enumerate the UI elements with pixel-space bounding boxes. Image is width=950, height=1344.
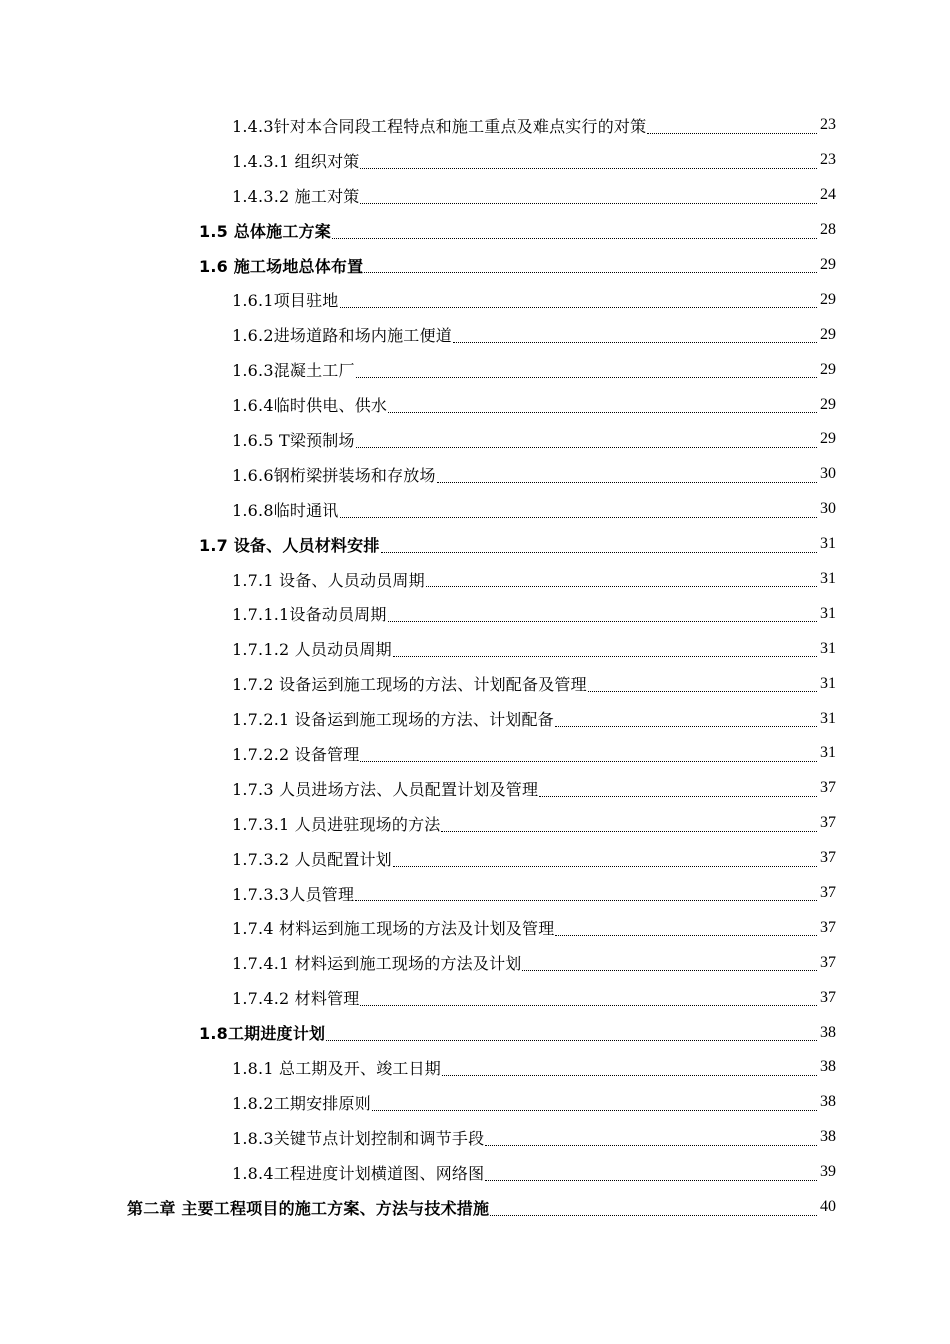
toc-entry[interactable]	[0, 1085, 950, 1120]
toc-entry-title: 1.7.3.3人员管理	[232, 884, 355, 904]
toc-entry[interactable]	[0, 143, 950, 178]
toc-entry-title: 1.8.1 总工期及开、竣工日期	[232, 1058, 441, 1078]
toc-entry[interactable]	[0, 771, 950, 806]
toc-entry[interactable]	[0, 317, 950, 352]
toc-dot-leader	[522, 954, 817, 971]
toc-entry-page-number: 23	[820, 116, 836, 134]
toc-dot-leader	[355, 884, 817, 901]
toc-entry-page-number: 31	[820, 535, 836, 553]
toc-entry-page-number: 31	[820, 744, 836, 762]
toc-entry-title: 1.8.2工期安排原则	[232, 1093, 371, 1113]
toc-entry-page-number: 31	[820, 709, 836, 727]
toc-dot-leader	[393, 640, 817, 657]
toc-entry-title: 1.7.2.2 设备管理	[232, 744, 360, 764]
toc-dot-leader	[490, 1199, 817, 1216]
toc-dot-leader	[555, 919, 817, 936]
toc-dot-leader	[364, 256, 817, 273]
toc-entry-page-number: 39	[820, 1163, 836, 1181]
toc-dot-leader	[326, 1024, 817, 1041]
toc-entry-title: 1.8.3关键节点计划控制和调节手段	[232, 1128, 485, 1148]
toc-dot-leader	[485, 1164, 817, 1181]
toc-dot-leader	[340, 501, 817, 518]
toc-entry-title: 1.7.3 人员进场方法、人员配置计划及管理	[232, 779, 539, 799]
toc-entry-page-number: 37	[820, 918, 836, 936]
toc-dot-leader	[372, 1094, 817, 1111]
toc-entry-title: 1.7.1.2 人员动员周期	[232, 640, 392, 660]
toc-entry[interactable]	[0, 352, 950, 387]
toc-entry[interactable]	[0, 736, 950, 771]
toc-entry-page-number: 29	[820, 360, 836, 378]
toc-entry[interactable]	[0, 631, 950, 666]
toc-entry[interactable]	[0, 1120, 950, 1155]
toc-dot-leader	[360, 187, 817, 204]
toc-entry-title: 1.6 施工场地总体布置	[199, 256, 364, 276]
toc-dot-leader	[555, 710, 817, 727]
toc-dot-leader	[360, 989, 817, 1006]
table-of-contents	[0, 108, 950, 1225]
toc-entry-title: 1.7.4.2 材料管理	[232, 989, 360, 1009]
toc-dot-leader	[388, 396, 817, 413]
toc-entry[interactable]	[0, 213, 950, 248]
toc-entry-page-number: 38	[820, 1128, 836, 1146]
toc-entry[interactable]	[0, 701, 950, 736]
toc-entry-page-number: 29	[820, 325, 836, 343]
toc-entry-page-number: 37	[820, 779, 836, 797]
toc-entry[interactable]	[0, 282, 950, 317]
toc-dot-leader	[647, 117, 817, 134]
toc-entry-title: 1.4.3针对本合同段工程特点和施工重点及难点实行的对策	[232, 116, 647, 136]
toc-dot-leader	[441, 815, 817, 832]
toc-entry[interactable]	[0, 1050, 950, 1085]
toc-entry-title: 1.7.4.1 材料运到施工现场的方法及计划	[232, 954, 522, 974]
toc-entry[interactable]	[0, 666, 950, 701]
toc-entry-page-number: 31	[820, 570, 836, 588]
toc-entry-title: 1.7.3.2 人员配置计划	[232, 849, 392, 869]
toc-dot-leader	[426, 570, 817, 587]
toc-dot-leader	[332, 222, 817, 239]
toc-dot-leader	[453, 326, 817, 343]
toc-entry-title: 1.5 总体施工方案	[199, 221, 331, 241]
toc-entry-page-number: 28	[820, 221, 836, 239]
toc-entry-page-number: 37	[820, 849, 836, 867]
toc-dot-leader	[381, 536, 817, 553]
toc-entry-page-number: 37	[820, 988, 836, 1006]
toc-entry-title: 1.8工期进度计划	[199, 1024, 326, 1044]
toc-entry-page-number: 29	[820, 430, 836, 448]
toc-entry-title: 1.6.3混凝土工厂	[232, 361, 355, 381]
toc-entry-page-number: 31	[820, 674, 836, 692]
toc-dot-leader	[388, 605, 817, 622]
toc-entry[interactable]	[0, 596, 950, 631]
toc-entry-title: 1.4.3.2 施工对策	[232, 186, 360, 206]
toc-entry-page-number: 29	[820, 256, 836, 273]
toc-entry-page-number: 24	[820, 186, 836, 204]
toc-entry-title: 1.8.4工程进度计划横道图、网络图	[232, 1163, 485, 1183]
toc-entry-title: 1.4.3.1 组织对策	[232, 151, 360, 171]
toc-entry-title: 1.6.6钢桁梁拼装场和存放场	[232, 465, 436, 485]
toc-entry[interactable]	[0, 248, 950, 283]
toc-entry-title: 1.7.1.1设备动员周期	[232, 605, 387, 625]
toc-entry-title: 1.6.2进场道路和场内施工便道	[232, 326, 452, 346]
toc-entry-title: 1.7.3.1 人员进驻现场的方法	[232, 814, 441, 834]
toc-dot-leader	[485, 1129, 817, 1146]
toc-entry[interactable]	[0, 945, 950, 980]
toc-entry-title: 1.6.5 T梁预制场	[232, 430, 355, 450]
toc-entry-page-number: 29	[820, 395, 836, 413]
toc-entry[interactable]	[0, 1155, 950, 1190]
toc-entry[interactable]	[0, 492, 950, 527]
toc-entry-page-number: 30	[820, 465, 836, 483]
toc-entry-page-number: 29	[820, 290, 836, 308]
toc-dot-leader	[442, 1059, 817, 1076]
toc-dot-leader	[356, 361, 817, 378]
toc-entry[interactable]	[0, 841, 950, 876]
toc-entry[interactable]	[0, 562, 950, 597]
toc-entry[interactable]	[0, 876, 950, 911]
toc-entry-title: 第二章 主要工程项目的施工方案、方法与技术措施	[127, 1198, 490, 1218]
toc-entry[interactable]	[0, 108, 950, 143]
toc-entry[interactable]	[0, 910, 950, 945]
toc-entry-title: 1.6.8临时通讯	[232, 500, 339, 520]
toc-entry-page-number: 38	[820, 1023, 836, 1041]
toc-dot-leader	[393, 850, 817, 867]
toc-entry[interactable]	[0, 806, 950, 841]
toc-entry-page-number: 37	[820, 884, 836, 902]
toc-dot-leader	[356, 431, 817, 448]
toc-entry-page-number: 38	[820, 1058, 836, 1076]
toc-entry[interactable]	[0, 422, 950, 457]
toc-dot-leader	[539, 780, 817, 797]
toc-dot-leader	[360, 745, 817, 762]
toc-entry[interactable]	[0, 980, 950, 1015]
toc-dot-leader	[340, 291, 817, 308]
toc-entry-page-number: 30	[820, 500, 836, 518]
toc-entry-title: 1.7.1 设备、人员动员周期	[232, 570, 425, 590]
toc-entry[interactable]	[0, 1015, 950, 1050]
toc-dot-leader	[588, 675, 817, 692]
toc-entry-page-number: 31	[820, 604, 836, 622]
toc-entry-page-number: 31	[820, 639, 836, 657]
toc-entry[interactable]	[0, 178, 950, 213]
toc-entry[interactable]	[0, 527, 950, 562]
toc-entry-title: 1.6.4临时供电、供水	[232, 396, 388, 416]
toc-entry-page-number: 37	[820, 814, 836, 832]
toc-entry-page-number: 40	[820, 1198, 836, 1216]
toc-entry-page-number: 23	[820, 151, 836, 169]
toc-entry[interactable]	[0, 1190, 950, 1225]
toc-entry-title: 1.7 设备、人员材料安排	[199, 535, 380, 555]
toc-entry[interactable]	[0, 457, 950, 492]
toc-entry-title: 1.7.2.1 设备运到施工现场的方法、计划配备	[232, 710, 554, 730]
toc-entry-title: 1.6.1项目驻地	[232, 291, 339, 311]
toc-dot-leader	[360, 152, 817, 169]
toc-entry-page-number: 37	[820, 953, 836, 971]
toc-entry-page-number: 38	[820, 1093, 836, 1111]
toc-entry[interactable]	[0, 387, 950, 422]
toc-entry-title: 1.7.2 设备运到施工现场的方法、计划配备及管理	[232, 675, 587, 695]
toc-entry-title: 1.7.4 材料运到施工现场的方法及计划及管理	[232, 919, 555, 939]
toc-dot-leader	[437, 466, 817, 483]
